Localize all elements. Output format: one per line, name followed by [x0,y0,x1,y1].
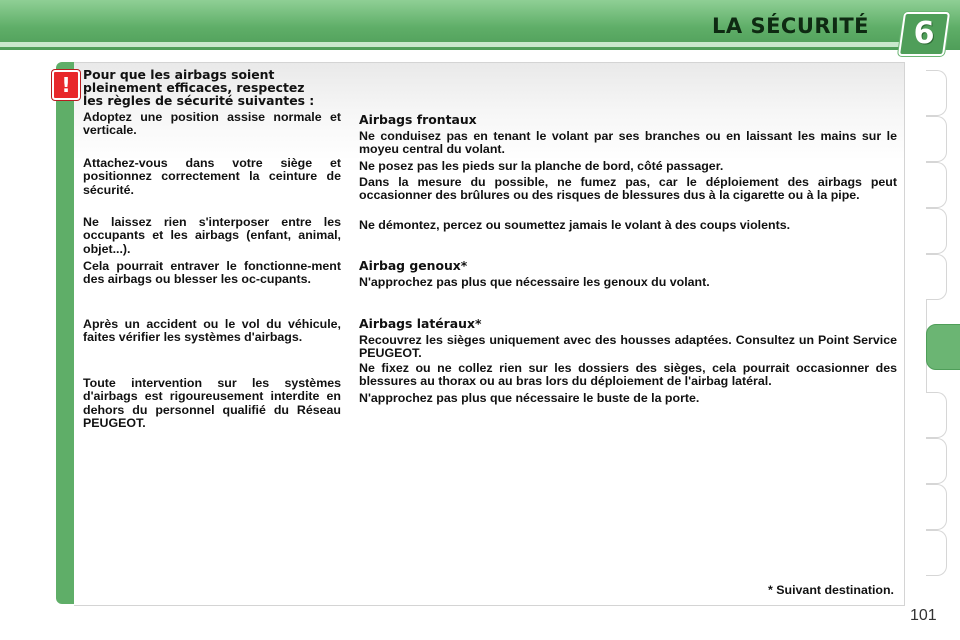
side-accent-bar [56,62,74,604]
section-paragraph: N'approchez pas plus que nécessaire les genoux du volant. [359,275,710,289]
chapter-tab[interactable] [926,438,947,484]
intro-line: pleinement efficaces, respectez [83,80,305,95]
chapter-tab[interactable] [926,116,947,162]
section-paragraph: Ne fixez ou ne collez rien sur les dossiers des sièges, cela pourrait occasionner des blessures au thorax ou au bras lors du déploiement de l'airbag latéral. [359,361,897,389]
chapter-badge [898,12,950,56]
section-paragraph: Recouvrez les sièges uniquement avec des housses adaptées. Consultez un Point Service PEUGEOT. [359,333,897,361]
section-paragraph: Ne démontez, percez ou soumettez jamais le volant à des coups violents. [359,218,791,232]
section-paragraph: Ne conduisez pas en tenant le volant par ses branches ou en laissant les mains sur le moyeu central du volant. [359,129,897,157]
chapter-tab[interactable] [926,530,947,576]
header-stripe [0,42,900,47]
section-paragraph: N'approchez pas plus que nécessaire le buste de la porte. [359,391,700,405]
section-heading: Airbags frontaux [359,112,477,127]
section-paragraph: Dans la mesure du possible, ne fumez pas, car le déploiement des airbags peut occasionner des brûlures ou des risques de blessures dus à la cigarette ou à la pipe. [359,175,897,203]
chapter-tab[interactable] [926,484,947,530]
left-paragraph: Attachez-vous dans votre siège et positionnez correctement la ceinture de sécurité. [83,156,341,197]
section-heading: Airbags latéraux* [359,316,482,331]
chapter-tab[interactable] [926,254,947,300]
left-paragraph: Ne laissez rien s'interposer entre les occupants et les airbags (enfant, animal, objet...). [83,215,341,256]
intro-line: Pour que les airbags soient [83,67,275,82]
intro-line: les règles de sécurité suivantes : [83,93,315,108]
footnote: * Suivant destination. [768,583,894,597]
chapter-tab-active[interactable] [926,324,960,370]
section-heading: Airbag genoux* [359,258,468,273]
left-paragraph: Adoptez une position assise normale et verticale. [83,110,341,138]
intro-heading [83,68,343,107]
chapter-tab[interactable] [926,392,947,438]
section-paragraph: Ne posez pas les pieds sur la planche de bord, côté passager. [359,159,724,173]
chapter-title: LA SÉCURITÉ [712,14,870,38]
chapter-tab[interactable] [926,208,947,254]
chapter-number: 6 [913,16,935,51]
chapter-tab[interactable] [926,162,947,208]
left-paragraph: Cela pourrait entraver le fonctionne-ment des airbags ou blesser les oc-cupants. [83,259,341,287]
chapter-tabs [926,66,960,574]
warning-icon: ! [52,70,80,100]
left-paragraph: Toute intervention sur les systèmes d'airbags est rigoureusement interdite en dehors du personnel qualifié du Réseau PEUGEOT. [83,376,341,431]
chapter-tab[interactable] [926,70,947,116]
page-number: 101 [910,607,937,624]
left-paragraph: Après un accident ou le vol du véhicule, faites vérifier les systèmes d'airbags. [83,317,341,345]
